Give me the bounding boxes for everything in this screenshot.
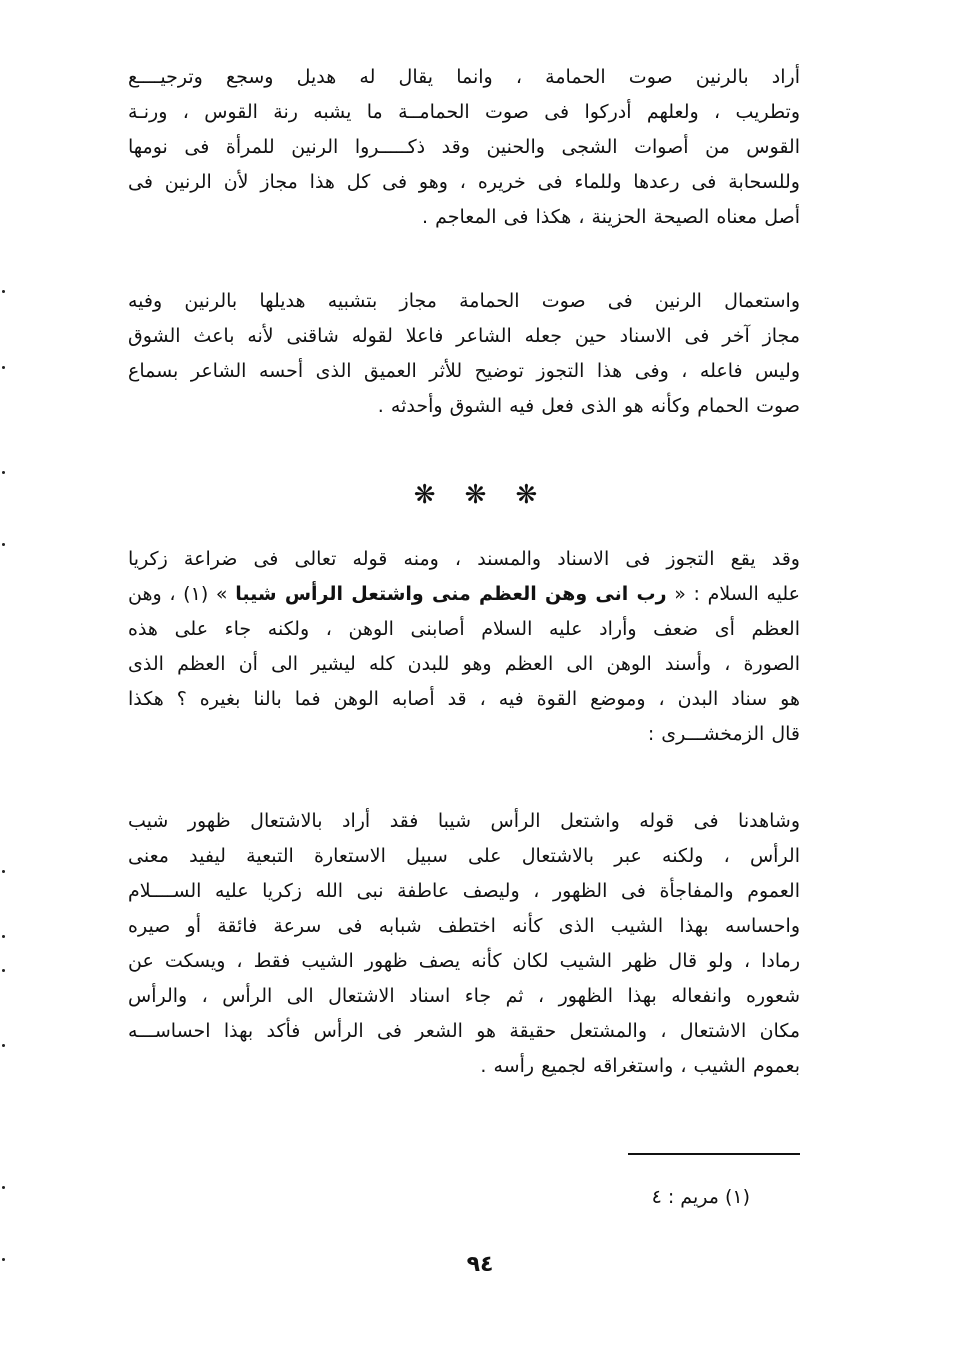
- text-line: قال الزمخشـــرى :: [647, 723, 800, 745]
- footnote-divider: [628, 1153, 800, 1155]
- scan-speck: [2, 969, 5, 972]
- footnote: (١) مريم : ٤: [651, 1186, 750, 1208]
- paragraph-4: [128, 804, 800, 1084]
- text-line: أصل معناه الصيحة الحزينة ، هكذا فى المعاجم .: [422, 206, 800, 228]
- text-line: مجاز آخر فى الاسناد حين جعله الشاعر فاعلا لقوله شاقنى لأنه باعث الشوق: [128, 325, 800, 347]
- text-line: الصورة ، وأسند الوهن الى العظم وهو للبدن كله ليشير الى أن العظم الذى: [128, 653, 800, 675]
- scan-speck: [2, 1044, 5, 1047]
- text-line: وليس فاعله ، وفى هذا التجوز توضيح للأثر العميق الذى أحسه الشاعر بسماع: [128, 360, 800, 382]
- scan-speck: [2, 1258, 5, 1261]
- text-line: بعموم الشيب ، واستغراقه لجميع رأسه .: [480, 1055, 800, 1077]
- scan-speck: [2, 870, 5, 873]
- text-line: أراد بالرنين صوت الحمامة ، وانما يقال له هديل وسجع وترجيــــع: [128, 66, 800, 88]
- page-number: ٩٤: [466, 1252, 494, 1277]
- quran-quote: رب انى وهن العظم منى واشتعل الرأس شيبا: [235, 583, 667, 605]
- scan-speck: [2, 1186, 5, 1189]
- text-line: شعوره وانفعاله بهذا الظهور ، ثم جاء اسناد الاشتعال الى الرأس ، والرأس: [128, 985, 800, 1007]
- scan-speck: [2, 471, 5, 474]
- quote-close-footnote-ref: » (١) ، وهن: [128, 583, 236, 605]
- text-line: القوس من أصوات الشجى والحنين وقد ذكـــــروا الرنين للمرأة فى نومها: [128, 136, 800, 158]
- text-line: العموم والمفاجأة فى الظهور ، وليصف عاطفة نبى الله زكريا عليه الســــلام: [128, 880, 800, 902]
- text-line: وللسحابة فى رعدها وللماء فى خريره ، وهو فى كل هذا مجاز لأن الرنين فى: [128, 171, 800, 193]
- text-line: العظم أى ضعف وأراد عليه السلام أصابنى الوهن ، ولكنه جاء على هذه: [128, 618, 800, 640]
- scan-speck: [2, 935, 5, 938]
- text-line: الرأس ، ولكنه عبر بالاشتعال على سبيل الاستعارة التبعية ليفيد معنى: [128, 845, 800, 867]
- quote-open: عليه السلام : «: [666, 583, 800, 605]
- scan-speck: [2, 543, 5, 546]
- scan-speck: [2, 290, 5, 293]
- text-line: وقد يقع التجوز فى الاسناد والمسند ، ومنه قوله تعالى فى ضراعة زكريا: [128, 548, 800, 570]
- text-line: رمادا ، ولو قال ظهر الشيب لكان كأنه يصف ظهور الشيب فقط ، ويسكت عن: [128, 950, 800, 972]
- section-separator: ❋ ❋ ❋: [413, 480, 548, 510]
- paragraph-3: [128, 542, 800, 752]
- text-line: مكان الاشتعال ، والمشتعل حقيقة هو الشعر فى الرأس فأكد بهذا احساســـه: [128, 1020, 800, 1042]
- text-line: هو سناد البدن ، وموضع القوة فيه ، قد أصابه الوهن فما بالنا بغيره ؟ هكذا: [128, 688, 800, 710]
- text-line: وتطريب ، ولعلهم أدركوا فى صوت الحمامــة ما يشبه رنة القوس ، ورنـة: [128, 101, 800, 123]
- paragraph-2: [128, 284, 800, 424]
- paragraph-1: [128, 60, 800, 235]
- text-line-with-quote: [128, 577, 800, 612]
- text-line: واحساسه بهذا الشيب الذى كأنه اختطف شبابه فى سرعة فائقة أو صيره: [128, 915, 800, 937]
- scan-speck: [2, 366, 5, 369]
- text-line: واستعمال الرنين فى صوت الحمامة مجاز بتشبيه هديلها بالرنين وفيه: [128, 290, 800, 312]
- text-line: وشاهدنا فى قوله واشتعل الرأس شيبا فقد أراد بالاشتعال ظهور شيب: [128, 810, 800, 832]
- text-line: صوت الحمام وكأنه هو الذى فعل فيه الشوق وأحدثه .: [377, 395, 800, 417]
